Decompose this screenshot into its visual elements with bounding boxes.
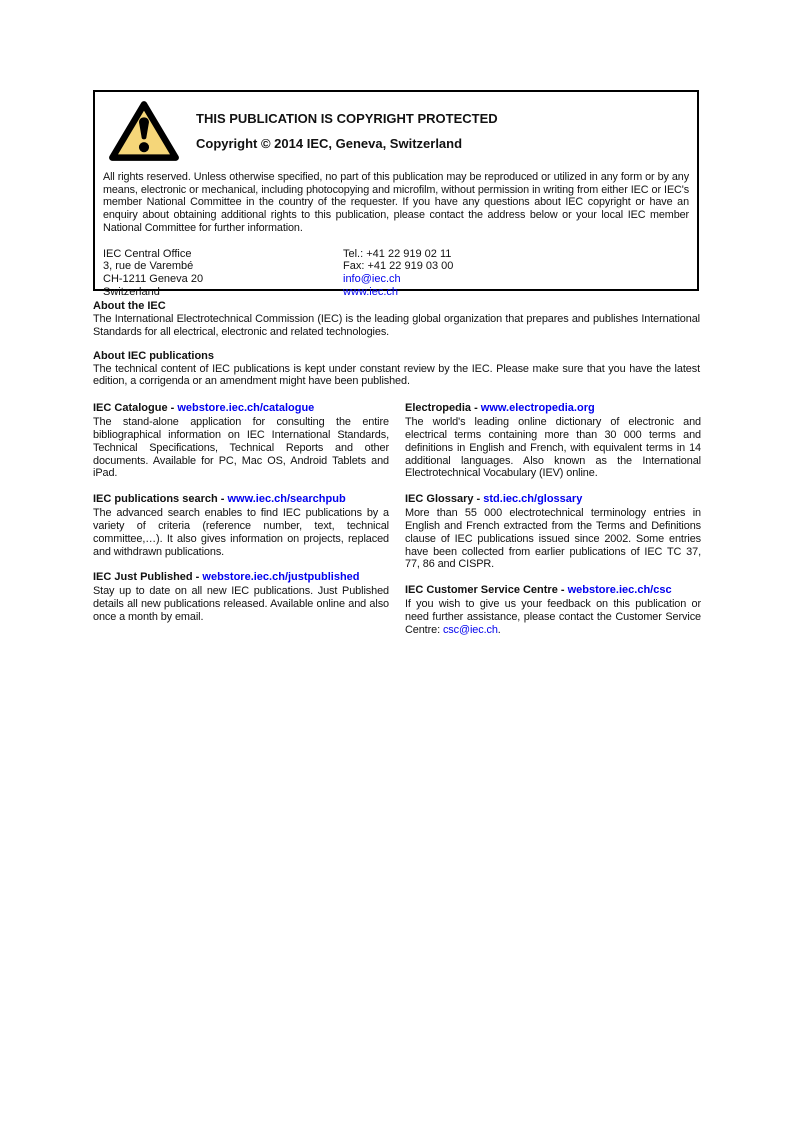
resource-iec-catalogue (93, 402, 389, 480)
resource-title: IEC Glossary - (405, 493, 484, 506)
info-email-link[interactable]: info@iec.ch (343, 272, 401, 285)
resource-title: IEC publications search - (93, 493, 228, 506)
address-line-street: 3, rue de Varembé (103, 260, 194, 273)
glossary-link[interactable]: std.iec.ch/glossary (483, 493, 583, 506)
resources-right-column (405, 402, 701, 649)
copyright-subtitle: Copyright © 2014 IEC, Geneva, Switzerland (196, 136, 463, 151)
resource-customer-service (405, 584, 701, 636)
address-line-city: CH-1211 Geneva 20 (103, 272, 204, 285)
resource-title: IEC Just Published - (93, 571, 203, 584)
resource-glossary (405, 493, 701, 571)
resource-electropedia-text: The world's leading online dictionary of electronic and electrical terms containing more than 30 000 terms and definitions in English and French, with equivalent terms in 14 additional languages. Also known as the International Electrotechnical Vocabulary (IEV) online. (405, 416, 701, 480)
resource-electropedia (405, 402, 701, 480)
csc-link[interactable]: webstore.iec.ch/csc (567, 584, 672, 597)
copyright-notice-text: All rights reserved. Unless otherwise specified, no part of this publication may be reproduced or utilized in any form or by any means, electronic or mechanical, including photocopying and microfilm, without permission in writing from either IEC or IEC's member National Committee in the country of the requester. If you have any questions about IEC copyright or have an enquiry about obtaining additional rights to this publication, please contact the address below or your local IEC member National Committee for further information. (103, 171, 689, 234)
resource-just-published-heading (93, 571, 389, 584)
resource-electropedia-heading (405, 402, 701, 415)
about-iec-text: The International Electrotechnical Commission (IEC) is the leading global organization that prepares and publishes International Standards for all electrical, electronic and related technologies. (93, 313, 700, 338)
csc-text-prefix: If you wish to give us your feedback on this publication or need further assistance, please contact the Customer Service Centre: (405, 598, 701, 636)
resource-customer-service-text (405, 598, 701, 636)
address-line-country: Switzerland (103, 285, 160, 298)
copyright-title: THIS PUBLICATION IS COPYRIGHT PROTECTED (196, 111, 498, 126)
iec-contact (343, 248, 689, 299)
resource-just-published (93, 571, 389, 623)
resource-publications-search-text: The advanced search enables to find IEC publications by a variety of criteria (reference number, text, technical committee,…). It also gives information on projects, replaced and withdrawn publications. (93, 507, 389, 558)
about-publications-text: The technical content of IEC publications is kept under constant review by the IEC. Please make sure that you have the latest edition, a corrigenda or an amendment might have been published. (93, 362, 700, 388)
resource-glossary-text: More than 55 000 electrotechnical terminology entries in English and French extracted from the Terms and Definitions clause of IEC publications issued since 2002. Some entries have been collected from earlier publications of IEC TC 37, 77, 86 and CISPR. (405, 507, 701, 571)
copyright-titles (196, 106, 498, 156)
electropedia-link[interactable]: www.electropedia.org (480, 402, 595, 415)
resource-customer-service-heading (405, 584, 701, 597)
resource-glossary-heading (405, 493, 701, 506)
about-iec-heading: About the IEC (93, 300, 166, 312)
iec-website-link[interactable]: www.iec.ch (343, 285, 399, 298)
about-publications-heading: About IEC publications (93, 349, 214, 362)
warning-triangle-icon (108, 99, 180, 163)
copyright-box-header (103, 96, 689, 166)
resources-left-column (93, 402, 389, 649)
iec-address (103, 248, 343, 299)
resource-title: IEC Customer Service Centre - (405, 584, 568, 597)
copyright-box (93, 90, 699, 298)
fax-line: Fax: +41 22 919 03 00 (343, 260, 454, 273)
csc-email-link[interactable]: csc@iec.ch (442, 623, 498, 636)
resource-publications-search (93, 493, 389, 558)
csc-text-suffix: . (497, 623, 501, 636)
resource-title: Electropedia - (405, 402, 481, 415)
address-block (103, 248, 689, 299)
resource-iec-catalogue-heading (93, 402, 389, 415)
main-content (93, 300, 700, 650)
resource-just-published-text: Stay up to date on all new IEC publications. Just Published details all new publications released. Available online and also once a month by email. (93, 585, 389, 623)
catalogue-link[interactable]: webstore.iec.ch/catalogue (177, 402, 315, 415)
resource-iec-catalogue-text: The stand-alone application for consulting the entire bibliographical information on IEC International Standards, Technical Specifications, Technical Reports and other documents. Available for PC, Mac OS, Android Tablets and iPad. (93, 416, 389, 480)
justpublished-link[interactable]: webstore.iec.ch/justpublished (202, 571, 360, 584)
searchpub-link[interactable]: www.iec.ch/searchpub (227, 493, 346, 506)
address-line-office: IEC Central Office (103, 247, 192, 260)
tel-line: Tel.: +41 22 919 02 11 (343, 247, 452, 260)
resources-columns (93, 402, 700, 649)
resource-title: IEC Catalogue - (93, 402, 178, 415)
resource-publications-search-heading (93, 493, 389, 506)
